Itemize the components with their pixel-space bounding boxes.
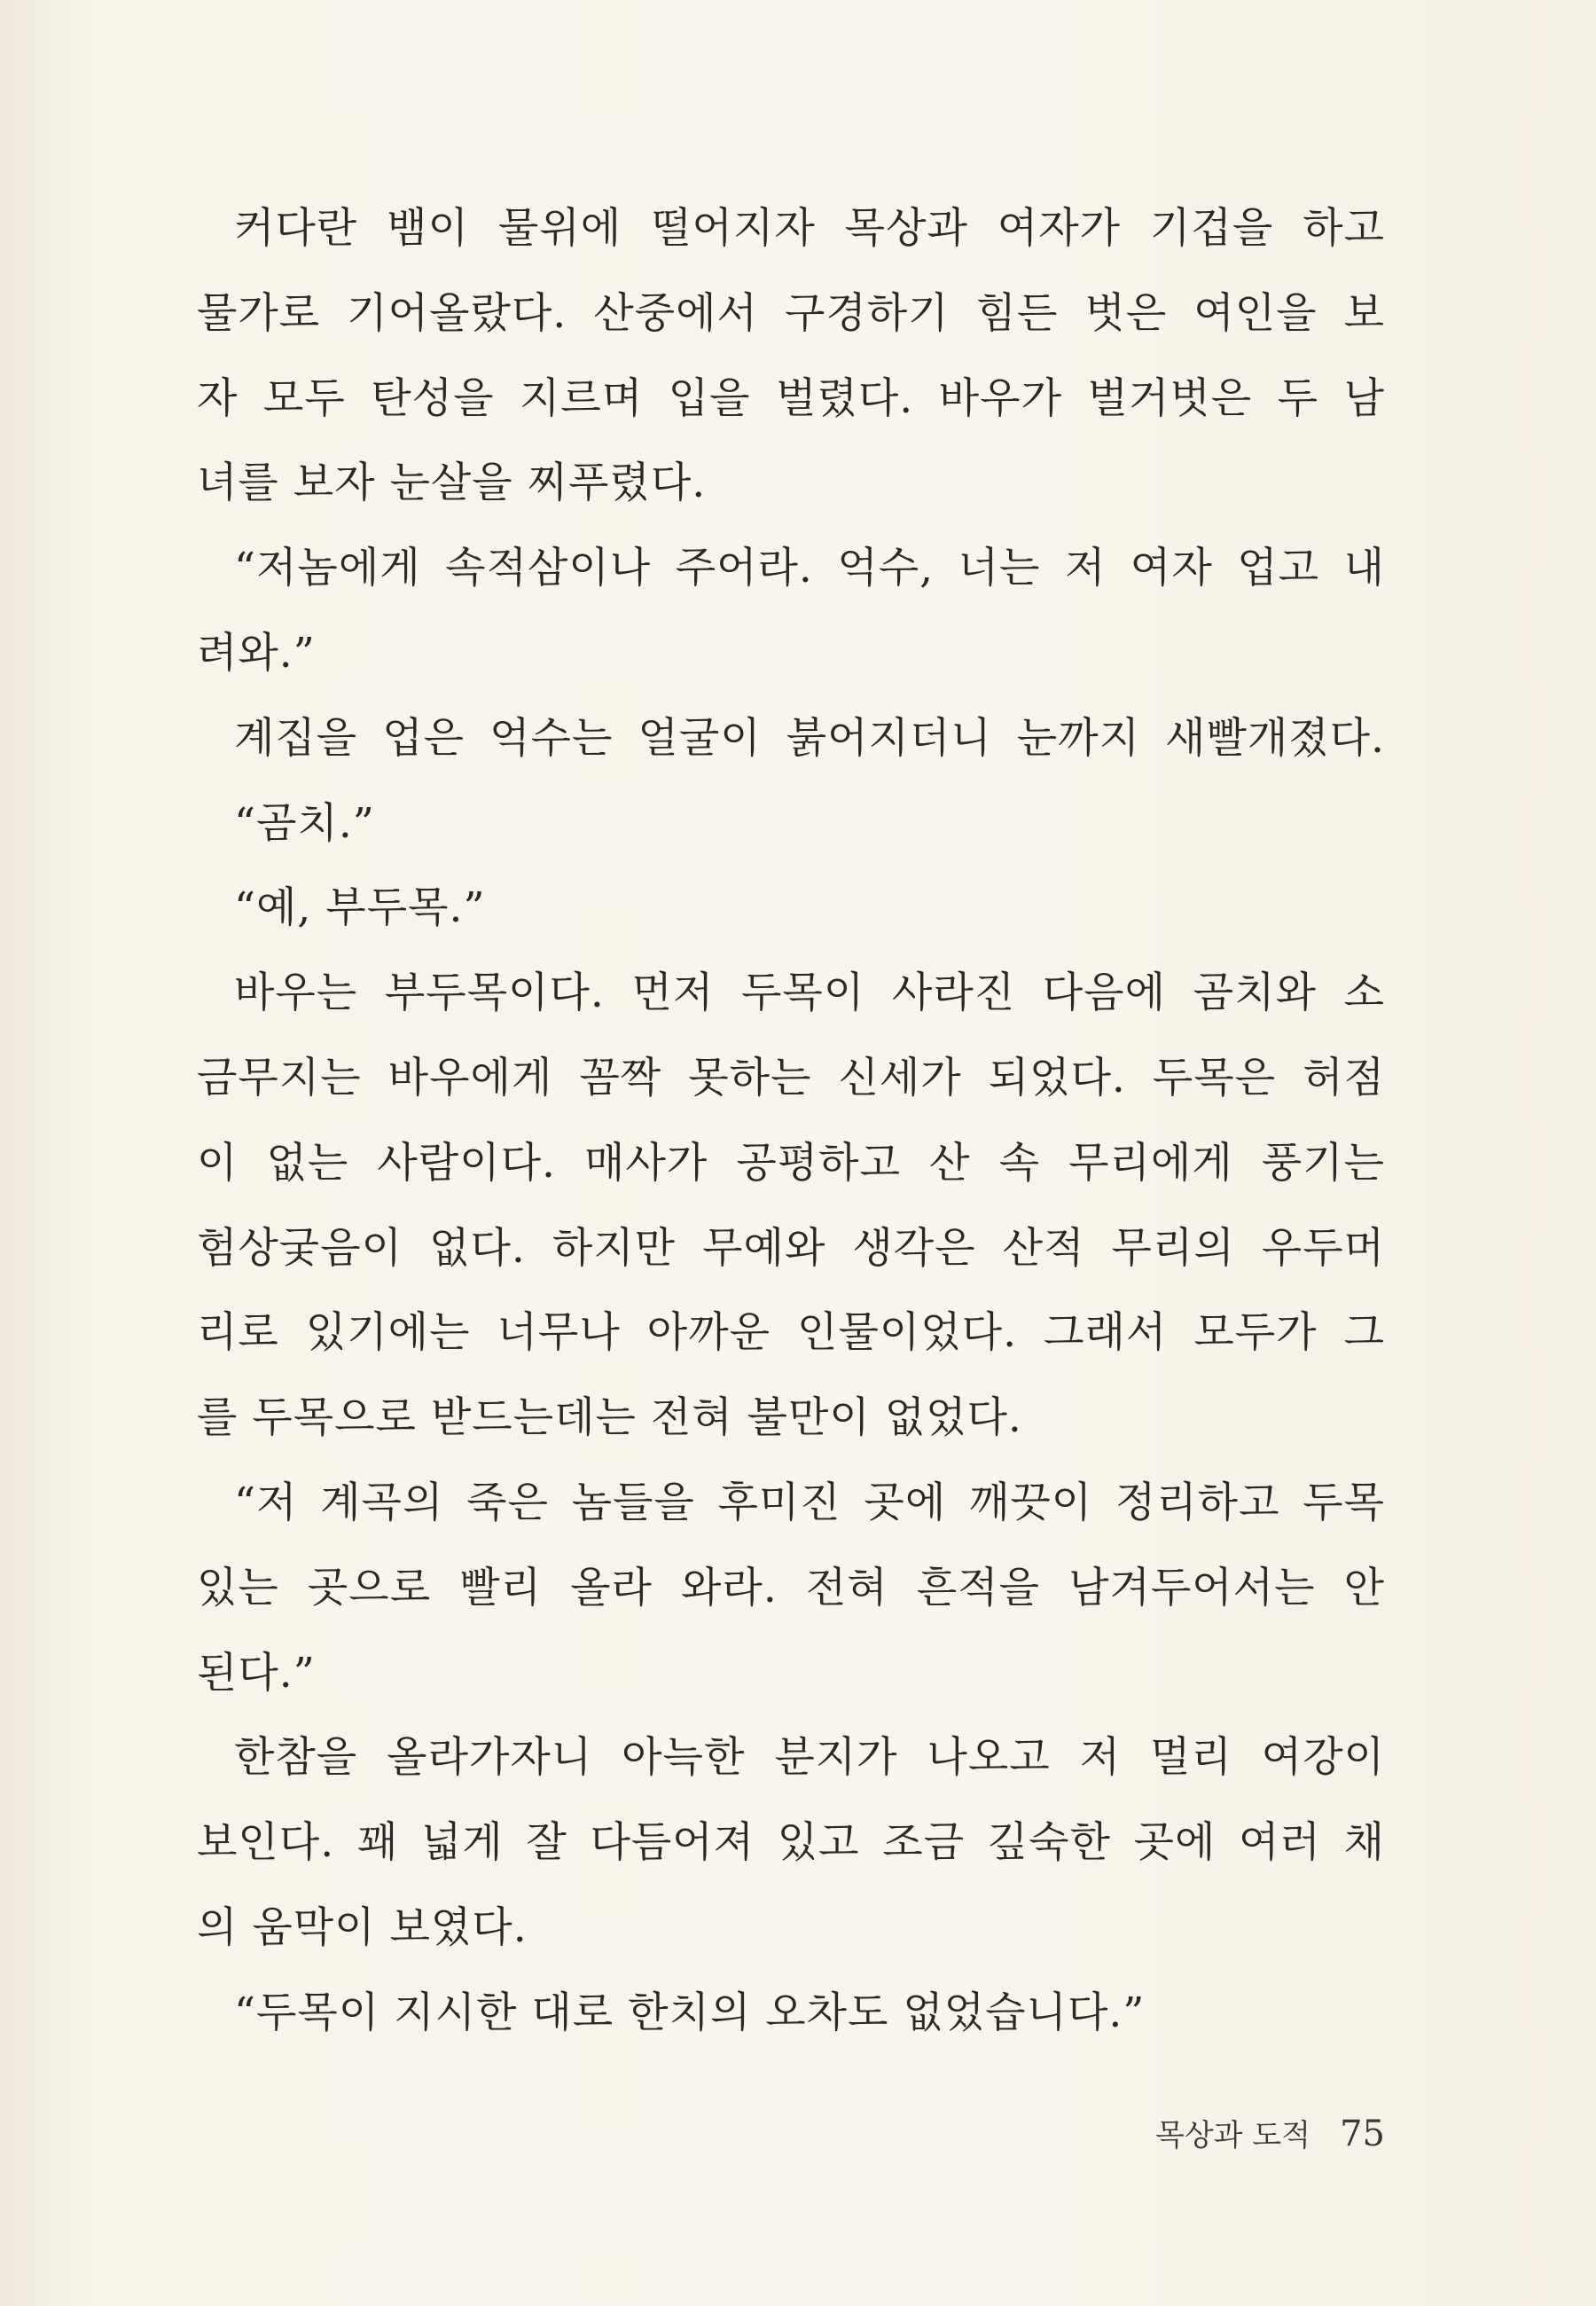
- text-line-20: 보인다. 꽤 넓게 잘 다듬어져 있고 조금 깊숙한 곳에 여러 채: [197, 1818, 1385, 1868]
- text-line-11: 금무지는 바우에게 꼼짝 못하는 신세가 되었다. 두목은 허점: [197, 1053, 1385, 1102]
- text-line-14: 리로 있기에는 너무나 아까운 인물이었다. 그래서 모두가 그: [197, 1308, 1385, 1358]
- text-line-17: 있는 곳으로 빨리 올라 와라. 전혀 흔적을 남겨두어서는 안: [197, 1563, 1385, 1612]
- body-text: [197, 186, 1385, 2056]
- text-line-6: 려와.”: [197, 628, 316, 678]
- text-line-7: 계집을 업은 억수는 얼굴이 붉어지더니 눈까지 새빨개졌다.: [234, 713, 1385, 763]
- text-line-9: “예, 부두목.”: [234, 883, 486, 933]
- text-line-21: 의 움막이 보였다.: [197, 1902, 528, 1952]
- text-line-18: 된다.”: [197, 1648, 316, 1698]
- text-line-13: 험상궂음이 없다. 하지만 무예와 생각은 산적 무리의 우두머: [197, 1223, 1385, 1273]
- text-line-2: 물가로 기어올랐다. 산중에서 구경하기 힘든 벗은 여인을 보: [197, 288, 1385, 338]
- text-line-10: 바우는 부두목이다. 먼저 두목이 사라진 다음에 곰치와 소: [234, 969, 1385, 1018]
- chapter-title: 목상과 도적: [1154, 2118, 1310, 2153]
- text-line-15: 를 두목으로 받드는데는 전혀 불만이 없었다.: [197, 1393, 1022, 1443]
- page-footer: [1155, 2111, 1385, 2154]
- text-line-1: 커다란 뱀이 물위에 떨어지자 목상과 여자가 기겁을 하고: [234, 204, 1385, 253]
- text-line-19: 한참을 올라가자니 아늑한 분지가 나오고 저 멀리 여강이: [234, 1733, 1385, 1783]
- text-line-5: “저놈에게 속적삼이나 주어라. 억수, 너는 저 여자 업고 내: [234, 544, 1385, 593]
- text-line-3: 자 모두 탄성을 지르며 입을 벌렸다. 바우가 벌거벗은 두 남: [197, 373, 1385, 423]
- text-line-8: “곰치.”: [234, 798, 375, 848]
- text-line-22: “두목이 지시한 대로 한치의 오차도 없었습니다.”: [234, 1988, 1146, 2037]
- page-number: 75: [1340, 2114, 1385, 2154]
- text-line-12: 이 없는 사람이다. 매사가 공평하고 산 속 무리에게 풍기는: [197, 1138, 1385, 1188]
- text-line-4: 녀를 보자 눈살을 찌푸렸다.: [197, 459, 707, 508]
- text-line-16: “저 계곡의 죽은 놈들을 후미진 곳에 깨끗이 정리하고 두목: [234, 1478, 1385, 1527]
